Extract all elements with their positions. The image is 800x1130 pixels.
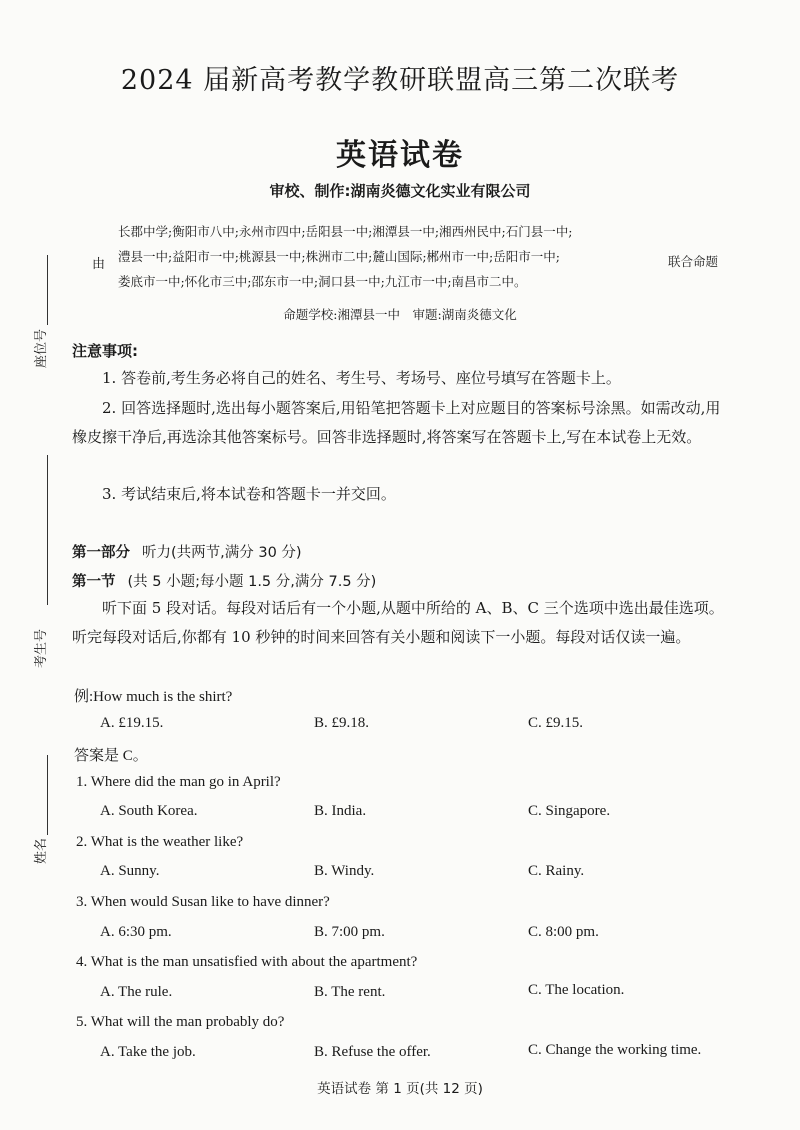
question-1-stem: 1. Where did the man go in April?	[76, 774, 281, 790]
school-list-line-3: 娄底市一中;怀化市三中;邵东市一中;洞口县一中;九江市一中;南昌市二中。	[118, 274, 527, 289]
example-option-a: A. £19.15.	[100, 715, 164, 731]
question-3-option-a: A. 6:30 pm.	[100, 924, 172, 940]
seat-fill-line	[47, 255, 48, 325]
question-5-option-a: A. Take the job.	[100, 1044, 196, 1060]
exam-title: 2024 届新高考教学教研联盟高三第二次联考	[120, 65, 680, 96]
question-2-option-c: C. Rainy.	[528, 863, 585, 879]
question-1-option-a: A. South Korea.	[100, 803, 198, 819]
schools-prefix: 由	[92, 257, 106, 272]
exam-no-fill-line	[47, 455, 48, 605]
name-fill-line	[47, 755, 48, 835]
section-1-desc: (共 5 小题;每小题 1.5 分,满分 7.5 分)	[127, 574, 377, 590]
notice-item: 3. 考试结束后,将本试卷和答题卡一并交回。	[102, 485, 396, 503]
question-4-option-a: A. The rule.	[100, 984, 173, 1000]
notice-heading: 注意事项:	[72, 342, 138, 360]
question-1-option-b: B. India.	[314, 803, 367, 819]
section-1-instruction: 听下面 5 段对话。每段对话后有一个小题,从题中所给的 A、B、C 三个选项中选出最佳选项。听完每段对话后,你都有 10 秒钟的时间来回答有关小题和阅读下一小题。每段对话仅读一遍。	[72, 599, 724, 646]
part-1-title: 第一部分	[72, 545, 130, 561]
example-option-b: B. £9.18.	[314, 715, 370, 731]
question-5-stem: 5. What will the man probably do?	[76, 1014, 285, 1030]
example-option-c: C. £9.15.	[528, 715, 584, 731]
question-1-option-c: C. Singapore.	[528, 803, 611, 819]
exam-no-label: 考生号	[34, 628, 49, 668]
question-2-option-b: B. Windy.	[314, 863, 375, 879]
question-5-option-c: C. Change the working time.	[528, 1042, 702, 1058]
part-1-heading	[72, 541, 302, 562]
subject-title: 英语试卷	[336, 138, 464, 173]
example-answer: 答案是 C。	[74, 748, 148, 764]
question-2-stem: 2. What is the weather like?	[76, 834, 244, 850]
notice-item: 2. 回答选择题时,选出每小题答案后,用铅笔把答题卡上对应题目的答案标号涂黑。如需改动,用橡皮擦干净后,再选涂其他答案标号。回答非选择题时,将答案写在答题卡上,写在本试卷上无效。	[72, 399, 721, 446]
question-3-option-c: C. 8:00 pm.	[528, 924, 599, 940]
question-4-option-b: B. The rent.	[314, 984, 386, 1000]
question-4-stem: 4. What is the man unsatisfied with about the apartment?	[76, 954, 418, 970]
schools-suffix: 联合命题	[668, 254, 719, 269]
example-question: 例:How much is the shirt?	[74, 689, 233, 705]
question-3-option-b: B. 7:00 pm.	[314, 924, 385, 940]
question-2-option-a: A. Sunny.	[100, 863, 160, 879]
question-3-stem: 3. When would Susan like to have dinner?	[76, 894, 330, 910]
setter-line: 命题学校:湘潭县一中 审题:湖南炎德文化	[283, 307, 517, 322]
notice-item: 1. 答卷前,考生务必将自己的姓名、考生号、考场号、座位号填写在答题卡上。	[102, 369, 621, 387]
question-5-option-b: B. Refuse the offer.	[314, 1044, 431, 1060]
section-1-heading	[72, 570, 376, 591]
page-footer: 英语试卷 第 1 页(共 12 页)	[317, 1081, 483, 1097]
question-4-option-c: C. The location.	[528, 982, 625, 998]
name-label: 姓名	[34, 837, 49, 864]
seat-label: 座位号	[34, 328, 49, 368]
school-list-line-2: 澧县一中;益阳市一中;桃源县一中;株洲市二中;麓山国际;郴州市一中;岳阳市一中;	[118, 249, 560, 264]
section-1-title: 第一节	[72, 574, 116, 590]
part-1-desc: 听力(共两节,满分 30 分)	[142, 545, 302, 561]
school-list-line-1: 长郡中学;衡阳市八中;永州市四中;岳阳县一中;湘潭县一中;湘西州民中;石门县一中;	[118, 224, 573, 239]
producer-line: 审校、制作:湖南炎德文化实业有限公司	[269, 182, 531, 200]
